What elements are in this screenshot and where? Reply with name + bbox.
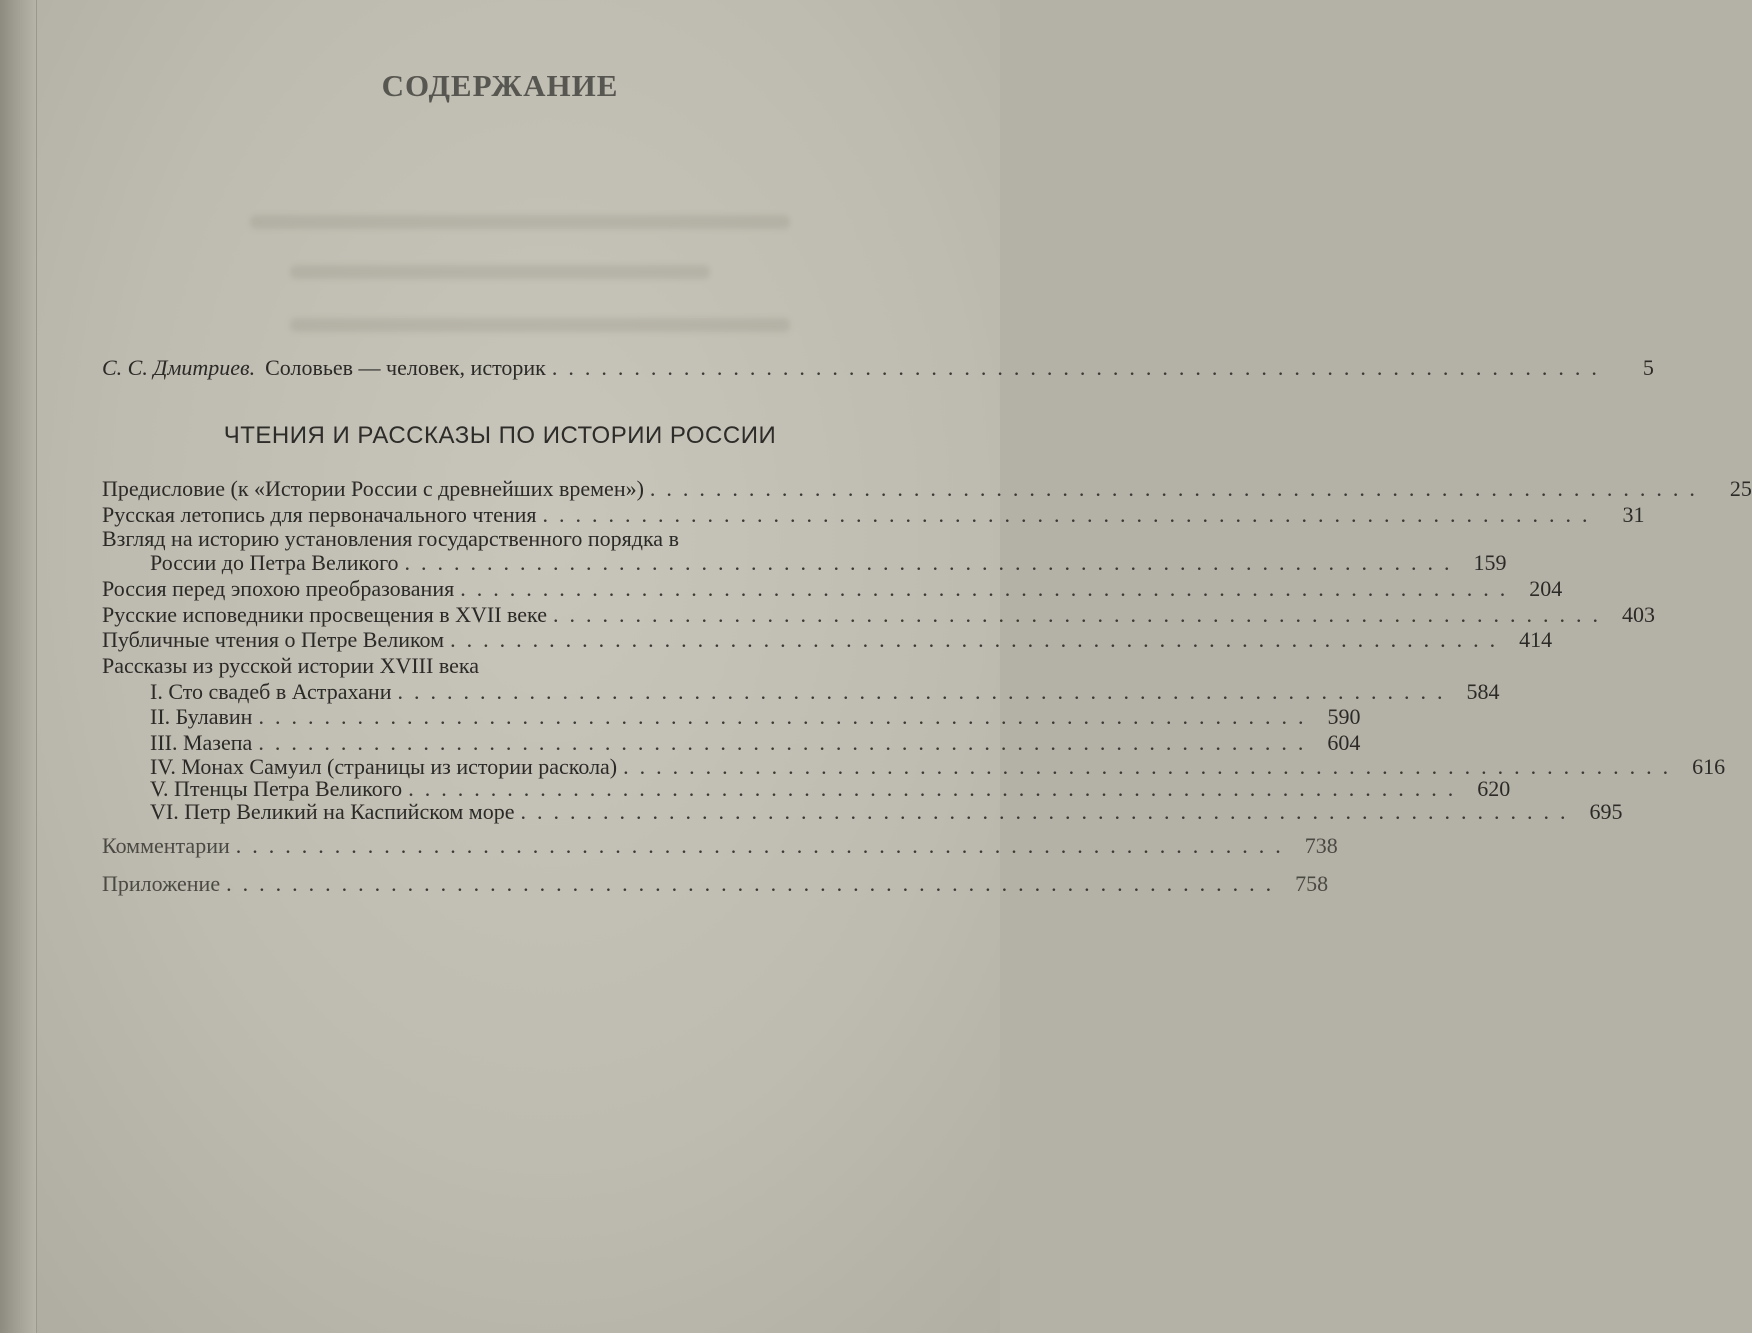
dot-leader: ................................................................	[404, 550, 1461, 575]
dot-leader: ................................................................	[235, 833, 1292, 858]
intro-title: Соловьев — человек, историк	[265, 355, 546, 380]
subentry-title: VI. Петр Великий на Каспийском море	[150, 799, 515, 824]
dot-leader: ................................................................	[520, 799, 1577, 824]
entry-title: Русские исповедники просвещения в XVII веке	[102, 602, 547, 627]
subentry-title: III. Мазепа	[150, 730, 253, 755]
toc-intro-entry	[102, 355, 1654, 380]
toc-entry	[102, 502, 1645, 527]
dot-leader: ................................................................	[397, 679, 1454, 704]
toc-subentry	[150, 799, 1623, 824]
entry-title: Рассказы из русской истории XVIII века	[102, 653, 479, 678]
dot-leader: ................................................................	[649, 476, 1706, 501]
entry-title: Русская летопись для первоначального чтения	[102, 502, 537, 527]
entry-page: 31	[1622, 502, 1645, 527]
toc-entry	[102, 602, 1655, 627]
entry-page: 414	[1519, 627, 1553, 652]
entry-page: 403	[1621, 602, 1655, 627]
subentry-title: II. Булавин	[150, 704, 253, 729]
subentry-page: 695	[1589, 799, 1623, 824]
subentry-page: 590	[1327, 704, 1361, 729]
toc-subentry	[150, 776, 1511, 801]
page-title: СОДЕРЖАНИЕ	[381, 68, 619, 103]
entry-title: Предисловие (к «Истории России с древнейших времен»)	[102, 476, 644, 501]
toc-subentry	[150, 679, 1500, 704]
entry-page: 758	[1295, 871, 1329, 896]
section-heading: ЧТЕНИЯ И РАССКАЗЫ ПО ИСТОРИИ РОССИИ	[223, 422, 777, 449]
subentry-title: IV. Монах Самуил (страницы из истории раскола)	[150, 754, 618, 779]
entry-title: Комментарии	[102, 833, 230, 858]
dot-leader: ................................................................	[408, 776, 1465, 801]
entry-page: 25	[1729, 476, 1752, 501]
binding-gutter	[0, 0, 37, 1333]
toc-entry	[102, 871, 1329, 896]
toc-entry	[150, 550, 1507, 575]
subentry-page: 604	[1327, 730, 1361, 755]
toc-entry	[102, 833, 1338, 858]
dot-leader: ................................................................	[551, 355, 1608, 380]
entry-title-continued: России до Петра Великого	[150, 550, 399, 575]
entry-title: Приложение	[102, 871, 221, 896]
subentry-title: I. Сто свадеб в Астрахани	[150, 679, 392, 704]
entry-page: 159	[1473, 550, 1507, 575]
entry-page: 738	[1304, 833, 1338, 858]
dot-leader: ................................................................	[226, 871, 1283, 896]
subentry-page: 620	[1477, 776, 1511, 801]
toc-entry	[102, 476, 1752, 501]
show-through-shadow	[250, 215, 790, 229]
entry-title: Взгляд на историю установления государственного порядка в	[102, 526, 679, 551]
toc-subentry	[150, 704, 1361, 729]
show-through-shadow	[290, 318, 790, 332]
intro-author: С. С. Дмитриев.	[102, 355, 256, 380]
intro-page: 5	[1642, 355, 1654, 380]
entry-title: Публичные чтения о Петре Великом	[102, 627, 445, 652]
subentry-page: 616	[1692, 754, 1726, 779]
toc-subentry	[150, 730, 1361, 755]
subentry-page: 584	[1466, 679, 1500, 704]
dot-leader: ................................................................	[450, 627, 1507, 652]
dot-leader: ................................................................	[258, 704, 1315, 729]
dot-leader: ................................................................	[623, 754, 1680, 779]
entry-page: 204	[1529, 576, 1563, 601]
dot-leader: ................................................................	[258, 730, 1315, 755]
entry-title: Россия перед эпохою преобразования	[102, 576, 455, 601]
dot-leader: ................................................................	[542, 502, 1599, 527]
subentry-title: V. Птенцы Петра Великого	[150, 776, 403, 801]
dot-leader: ................................................................	[552, 602, 1609, 627]
show-through-shadow	[290, 265, 710, 279]
dot-leader: ................................................................	[460, 576, 1517, 601]
toc-entry	[102, 627, 1553, 652]
toc-entry	[102, 576, 1563, 601]
